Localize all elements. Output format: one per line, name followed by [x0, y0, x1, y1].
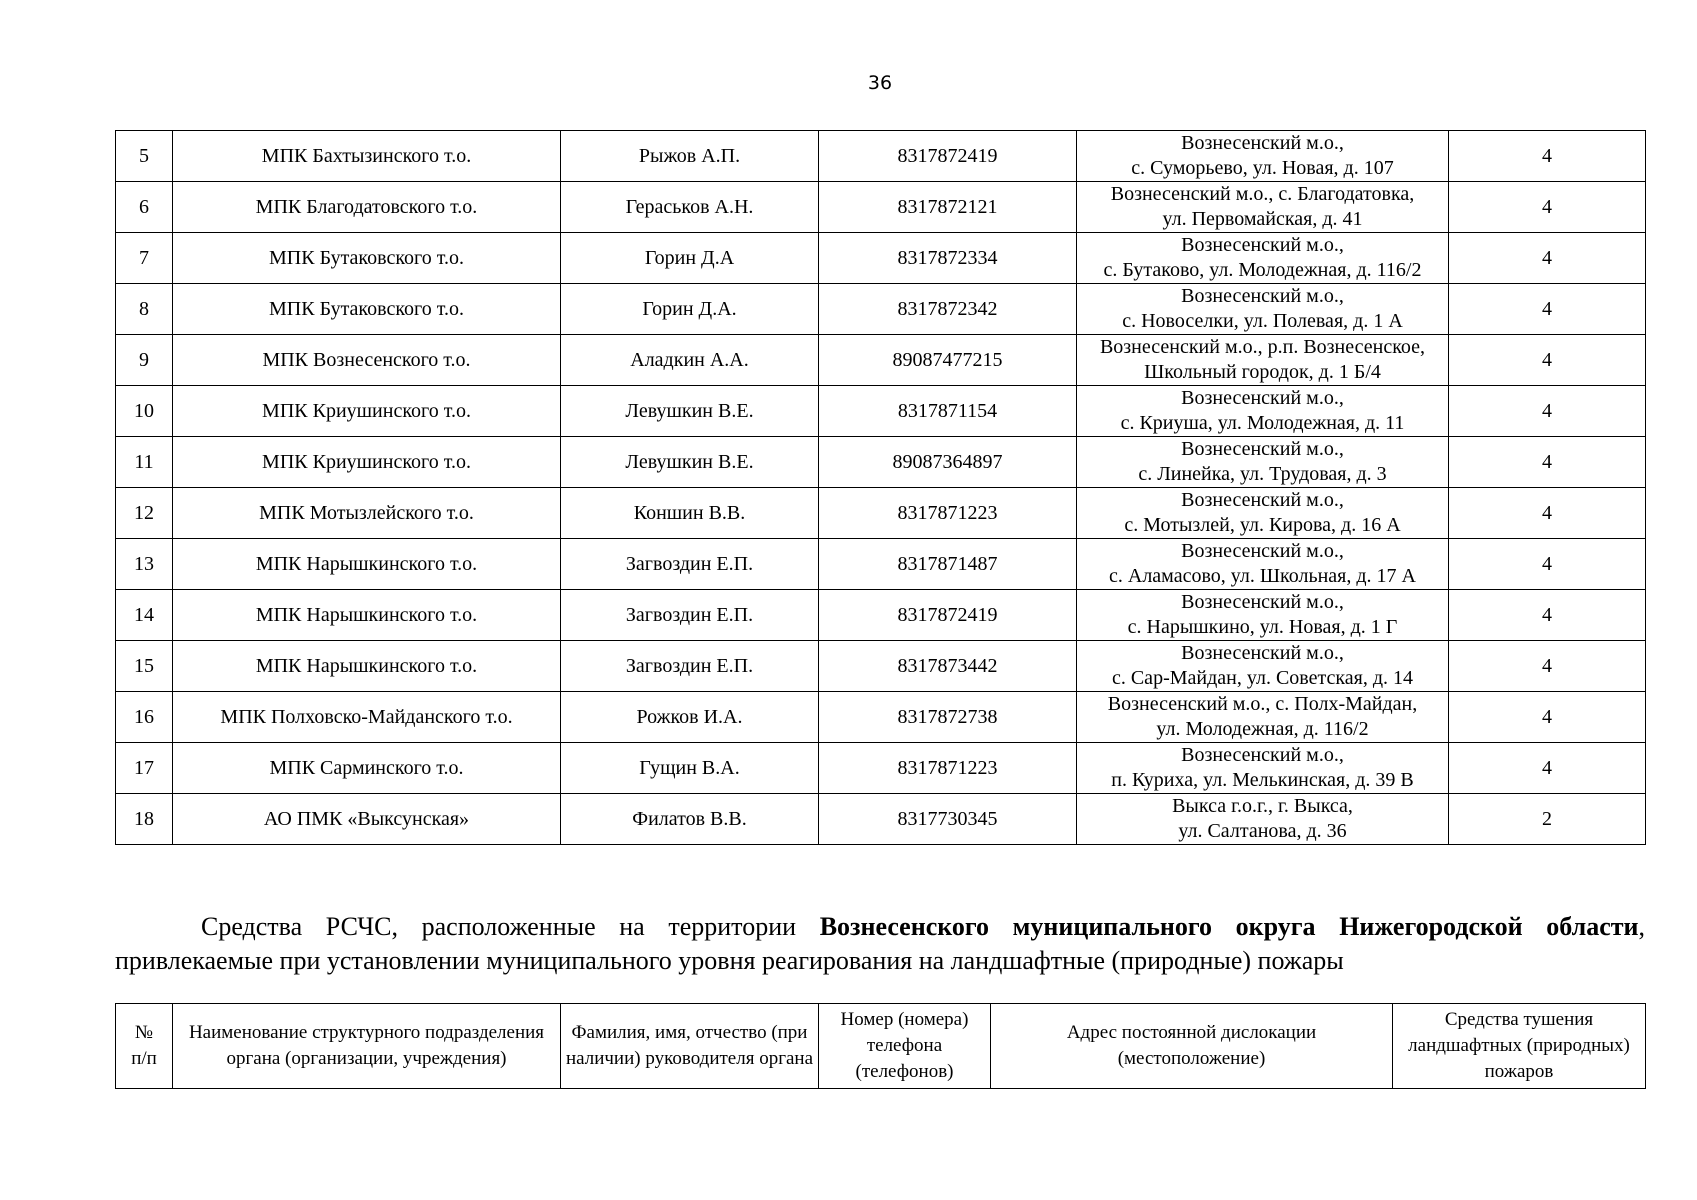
address-line: Вознесенский м.о.,: [1181, 438, 1344, 460]
table-row: [116, 386, 1646, 437]
cell-address: [1077, 284, 1449, 335]
header-num: № п/п: [116, 1004, 173, 1089]
address-line: ул. Первомайская, д. 41: [1162, 208, 1363, 230]
cell-count: 4: [1449, 539, 1646, 590]
cell-num: 5: [116, 131, 173, 182]
table-row: [116, 590, 1646, 641]
address-line: с. Бутаково, ул. Молодежная, д. 116/2: [1103, 259, 1422, 281]
cell-address: [1077, 692, 1449, 743]
header-row: [116, 1004, 1646, 1089]
cell-count: 4: [1449, 692, 1646, 743]
table-row: [116, 539, 1646, 590]
cell-head: Гущин В.А.: [561, 743, 819, 794]
table-row: [116, 233, 1646, 284]
cell-head: Рыжов А.П.: [561, 131, 819, 182]
cell-num: 9: [116, 335, 173, 386]
cell-address: [1077, 539, 1449, 590]
cell-count: 4: [1449, 182, 1646, 233]
cell-org: МПК Бутаковского т.о.: [173, 233, 561, 284]
cell-org: МПК Мотызлейского т.о.: [173, 488, 561, 539]
cell-phone: 8317872334: [819, 233, 1077, 284]
cell-address: [1077, 386, 1449, 437]
cell-phone: 8317872121: [819, 182, 1077, 233]
address-line: с. Новоселки, ул. Полевая, д. 1 А: [1122, 310, 1403, 332]
cell-org: МПК Бахтызинского т.о.: [173, 131, 561, 182]
cell-address: [1077, 488, 1449, 539]
cell-num: 12: [116, 488, 173, 539]
address-line: Вознесенский м.о., с. Благодатовка,: [1110, 183, 1415, 205]
cell-count: 4: [1449, 386, 1646, 437]
section-title-part2: , привлекаемые при установлении муниципального уровня реагирования на ландшафтные (природные) пожары: [115, 912, 1646, 975]
table-row: [116, 335, 1646, 386]
cell-org: МПК Нарышкинского т.о.: [173, 539, 561, 590]
cell-head: Загвоздин Е.П.: [561, 590, 819, 641]
cell-address: [1077, 182, 1449, 233]
address-line: ул. Салтанова, д. 36: [1178, 820, 1347, 842]
cell-count: 4: [1449, 233, 1646, 284]
cell-phone: 8317730345: [819, 794, 1077, 845]
address-line: с. Мотызлей, ул. Кирова, д. 16 А: [1124, 514, 1401, 536]
cell-head: Горин Д.А: [561, 233, 819, 284]
cell-phone: 8317872738: [819, 692, 1077, 743]
cell-count: 4: [1449, 641, 1646, 692]
address-line: Вознесенский м.о.,: [1181, 387, 1344, 409]
resources-table-body: [116, 131, 1646, 845]
cell-phone: 8317871154: [819, 386, 1077, 437]
cell-num: 11: [116, 437, 173, 488]
cell-count: 4: [1449, 590, 1646, 641]
cell-address: [1077, 233, 1449, 284]
address-line: Школьный городок, д. 1 Б/4: [1144, 361, 1381, 383]
cell-org: МПК Полховско-Майданского т.о.: [173, 692, 561, 743]
cell-head: Левушкин В.Е.: [561, 386, 819, 437]
cell-num: 16: [116, 692, 173, 743]
cell-count: 2: [1449, 794, 1646, 845]
cell-head: Коншин В.В.: [561, 488, 819, 539]
address-line: Вознесенский м.о., с. Полх-Майдан,: [1107, 693, 1418, 715]
cell-head: Горин Д.А.: [561, 284, 819, 335]
table-row: [116, 284, 1646, 335]
cell-num: 8: [116, 284, 173, 335]
header-phone: Номер (номера) телефона (телефонов): [819, 1004, 991, 1089]
address-line: п. Куриха, ул. Мелькинская, д. 39 В: [1111, 769, 1414, 791]
address-line: Вознесенский м.о.,: [1181, 234, 1344, 256]
cell-org: АО ПМК «Выксунская»: [173, 794, 561, 845]
cell-address: [1077, 743, 1449, 794]
table-row: [116, 437, 1646, 488]
header-org: Наименование структурного подразделения органа (организации, учреждения): [173, 1004, 561, 1089]
address-line: Вознесенский м.о., р.п. Вознесенское,: [1099, 336, 1426, 358]
address-line: с. Криуша, ул. Молодежная, д. 11: [1120, 412, 1405, 434]
cell-count: 4: [1449, 743, 1646, 794]
address-line: с. Аламасово, ул. Школьная, д. 17 А: [1109, 565, 1416, 587]
table-row: [116, 641, 1646, 692]
cell-head: Гераськов А.Н.: [561, 182, 819, 233]
cell-num: 7: [116, 233, 173, 284]
cell-org: МПК Бутаковского т.о.: [173, 284, 561, 335]
cell-address: [1077, 437, 1449, 488]
cell-count: 4: [1449, 335, 1646, 386]
header-head: Фамилия, имя, отчество (при наличии) руководителя органа: [561, 1004, 819, 1089]
cell-org: МПК Нарышкинского т.о.: [173, 590, 561, 641]
cell-address: [1077, 641, 1449, 692]
cell-phone: 8317871487: [819, 539, 1077, 590]
cell-org: МПК Криушинского т.о.: [173, 386, 561, 437]
cell-num: 10: [116, 386, 173, 437]
cell-head: Загвоздин Е.П.: [561, 641, 819, 692]
cell-phone: 89087364897: [819, 437, 1077, 488]
cell-num: 13: [116, 539, 173, 590]
cell-phone: 8317873442: [819, 641, 1077, 692]
table-row: [116, 794, 1646, 845]
cell-count: 4: [1449, 284, 1646, 335]
address-line: Вознесенский м.о.,: [1181, 132, 1344, 154]
section-title-bold: Вознесенского муниципального округа Нижегородской области: [819, 912, 1639, 941]
cell-head: Левушкин В.Е.: [561, 437, 819, 488]
cell-num: 6: [116, 182, 173, 233]
cell-org: МПК Благодатовского т.о.: [173, 182, 561, 233]
cell-num: 14: [116, 590, 173, 641]
header-table: [115, 1003, 1646, 1089]
cell-org: МПК Сарминского т.о.: [173, 743, 561, 794]
cell-num: 18: [116, 794, 173, 845]
address-line: Вознесенский м.о.,: [1181, 642, 1344, 664]
cell-address: [1077, 131, 1449, 182]
cell-count: 4: [1449, 131, 1646, 182]
cell-head: Филатов В.В.: [561, 794, 819, 845]
table-row: [116, 131, 1646, 182]
address-line: с. Линейка, ул. Трудовая, д. 3: [1138, 463, 1387, 485]
cell-num: 15: [116, 641, 173, 692]
cell-org: МПК Криушинского т.о.: [173, 437, 561, 488]
cell-phone: 8317872419: [819, 590, 1077, 641]
address-line: Выкса г.о.г., г. Выкса,: [1172, 795, 1353, 817]
cell-phone: 8317871223: [819, 488, 1077, 539]
section-title: [115, 910, 1645, 978]
cell-address: [1077, 794, 1449, 845]
cell-address: [1077, 335, 1449, 386]
address-line: с. Суморьево, ул. Новая, д. 107: [1131, 157, 1394, 179]
table-row: [116, 488, 1646, 539]
cell-phone: 89087477215: [819, 335, 1077, 386]
cell-org: МПК Нарышкинского т.о.: [173, 641, 561, 692]
address-line: с. Нарышкино, ул. Новая, д. 1 Г: [1127, 616, 1398, 638]
page-number: 36: [867, 72, 893, 94]
cell-head: Аладкин А.А.: [561, 335, 819, 386]
address-line: Вознесенский м.о.,: [1181, 540, 1344, 562]
address-line: Вознесенский м.о.,: [1181, 591, 1344, 613]
table-row: [116, 692, 1646, 743]
cell-head: Загвоздин Е.П.: [561, 539, 819, 590]
address-line: Вознесенский м.о.,: [1181, 744, 1344, 766]
cell-phone: 8317872342: [819, 284, 1077, 335]
address-line: Вознесенский м.о.,: [1181, 489, 1344, 511]
cell-count: 4: [1449, 488, 1646, 539]
address-line: Вознесенский м.о.,: [1181, 285, 1344, 307]
section-title-part1: Средства РСЧС, расположенные на территории: [201, 912, 820, 941]
cell-phone: 8317872419: [819, 131, 1077, 182]
address-line: с. Сар-Майдан, ул. Советская, д. 14: [1111, 667, 1414, 689]
cell-head: Рожков И.А.: [561, 692, 819, 743]
address-line: ул. Молодежная, д. 116/2: [1156, 718, 1369, 740]
cell-org: МПК Вознесенского т.о.: [173, 335, 561, 386]
cell-count: 4: [1449, 437, 1646, 488]
table-row: [116, 182, 1646, 233]
table-row: [116, 743, 1646, 794]
cell-num: 17: [116, 743, 173, 794]
cell-address: [1077, 590, 1449, 641]
resources-table: [115, 130, 1646, 845]
cell-phone: 8317871223: [819, 743, 1077, 794]
header-addr: Адрес постоянной дислокации (местоположение): [991, 1004, 1393, 1089]
header-means: Средства тушения ландшафтных (природных) пожаров: [1393, 1004, 1646, 1089]
